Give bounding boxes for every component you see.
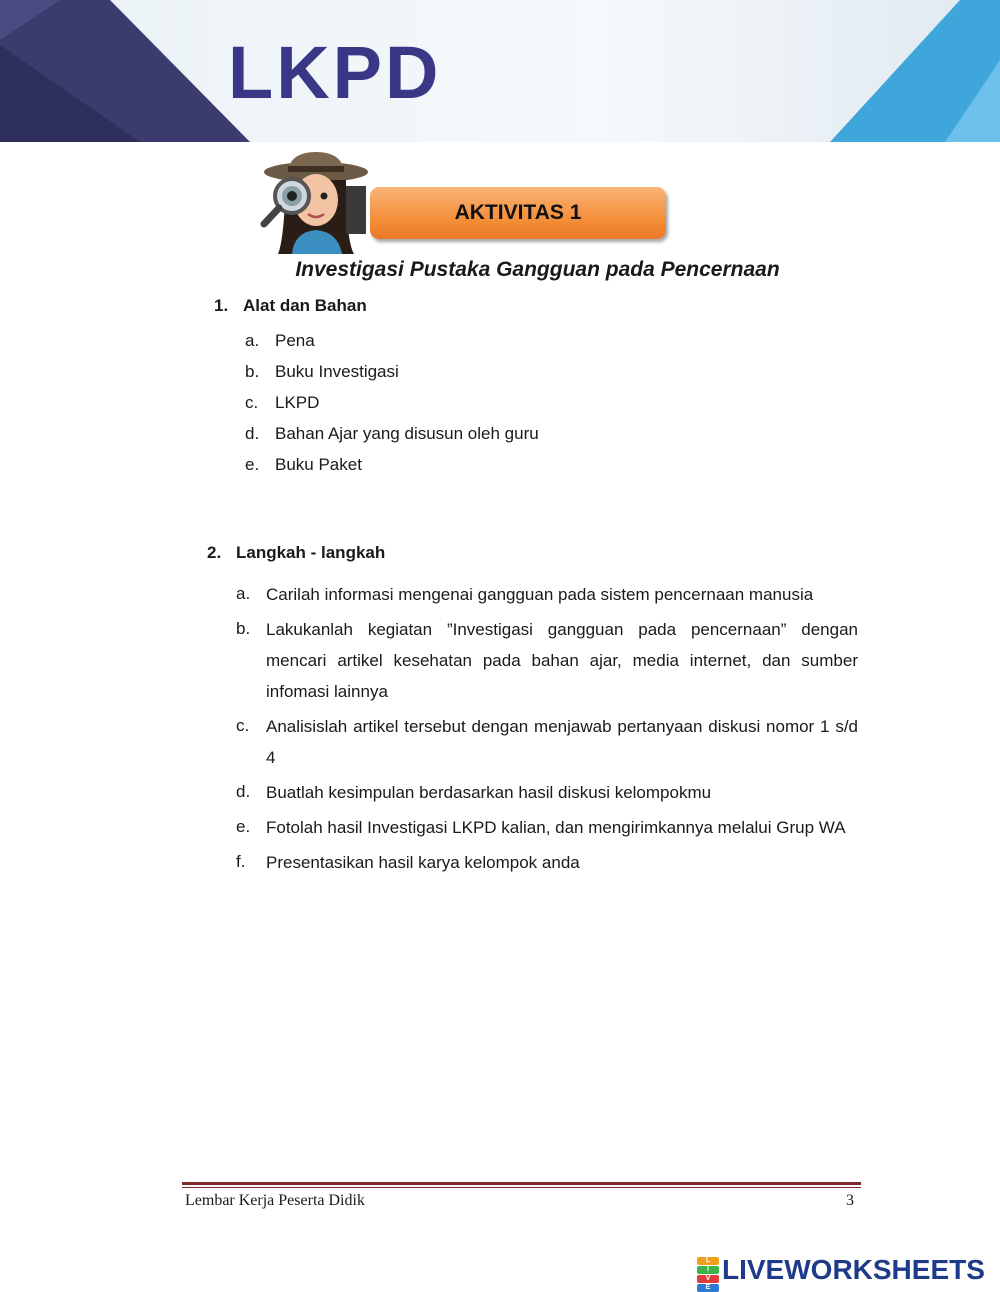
item-text: Buku Paket <box>275 455 362 474</box>
liveworksheets-logo[interactable] <box>697 1253 985 1291</box>
list-item <box>245 329 539 360</box>
page-number: 3 <box>846 1192 854 1209</box>
list-item <box>245 391 539 422</box>
section-2-number: 2. <box>207 543 222 562</box>
section-2-title: Langkah - langkah <box>236 543 386 562</box>
detective-avatar-icon <box>258 150 370 258</box>
item-letter: a. <box>245 331 260 350</box>
brand-icon-letter: L <box>697 1257 719 1265</box>
item-letter: e. <box>245 455 260 474</box>
list-item <box>245 360 539 391</box>
item-text: LKPD <box>275 393 320 412</box>
item-text: Presentasikan hasil karya kelompok anda <box>266 853 580 872</box>
brand-icon-letter: E <box>697 1284 719 1292</box>
item-letter: c. <box>236 716 250 735</box>
footer-rule <box>182 1182 861 1185</box>
item-letter: f. <box>236 852 246 871</box>
item-text: Fotolah hasil Investigasi LKPD kalian, dan mengirimkannya melalui Grup WA <box>266 818 846 837</box>
list-item <box>236 582 858 610</box>
item-letter: d. <box>245 424 260 443</box>
item-text: Buatlah kesimpulan berdasarkan hasil diskusi kelompokmu <box>266 783 712 802</box>
list-item <box>236 617 858 707</box>
item-letter: e. <box>236 817 251 836</box>
section-1-heading <box>214 296 367 316</box>
item-text: Analisislah artikel tersebut dengan menjawab pertanyaan diskusi nomor 1 s/d 4 <box>266 717 858 767</box>
item-text: Carilah informasi mengenai gangguan pada sistem pencernaan manusia <box>266 585 814 604</box>
liveworksheets-wordmark: LIVEWORKSHEETS <box>722 1254 985 1285</box>
item-text: Buku Investigasi <box>275 362 399 381</box>
item-letter: d. <box>236 782 251 801</box>
list-item <box>236 714 858 773</box>
section-1-number: 1. <box>214 296 229 315</box>
item-text: Bahan Ajar yang disusun oleh guru <box>275 424 539 443</box>
steps-list <box>236 582 858 885</box>
activity-badge: AKTIVITAS 1 <box>370 187 666 239</box>
section-2-heading <box>207 543 385 563</box>
item-letter: c. <box>245 393 259 412</box>
header-background <box>0 0 1000 142</box>
list-item <box>245 422 539 453</box>
list-item <box>236 815 858 843</box>
item-letter: b. <box>245 362 260 381</box>
section-1-title: Alat dan Bahan <box>243 296 367 315</box>
lkpd-logo: LKPD <box>228 31 442 114</box>
materials-list <box>245 329 539 484</box>
brand-icon-letter: I <box>697 1266 719 1274</box>
item-text: Lakukanlah kegiatan ”Investigasi gangguan pada pencernaan” dengan mencari artikel kesehatan pada bahan ajar, media internet, dan sumber infomasi lainnya <box>266 620 858 701</box>
footer-rule-thin <box>182 1187 861 1188</box>
activity-title: Investigasi Pustaka Gangguan pada Pencernaan <box>295 258 780 281</box>
footer-caption: Lembar Kerja Peserta Didik <box>185 1192 365 1209</box>
liveworksheets-icon <box>697 1257 719 1291</box>
list-item <box>236 780 858 808</box>
item-text: Pena <box>275 331 315 350</box>
header-banner <box>0 0 1000 142</box>
list-item <box>245 453 539 484</box>
item-letter: b. <box>236 619 251 638</box>
list-item <box>236 850 858 878</box>
item-letter: a. <box>236 584 251 603</box>
brand-icon-letter: V <box>697 1275 719 1283</box>
